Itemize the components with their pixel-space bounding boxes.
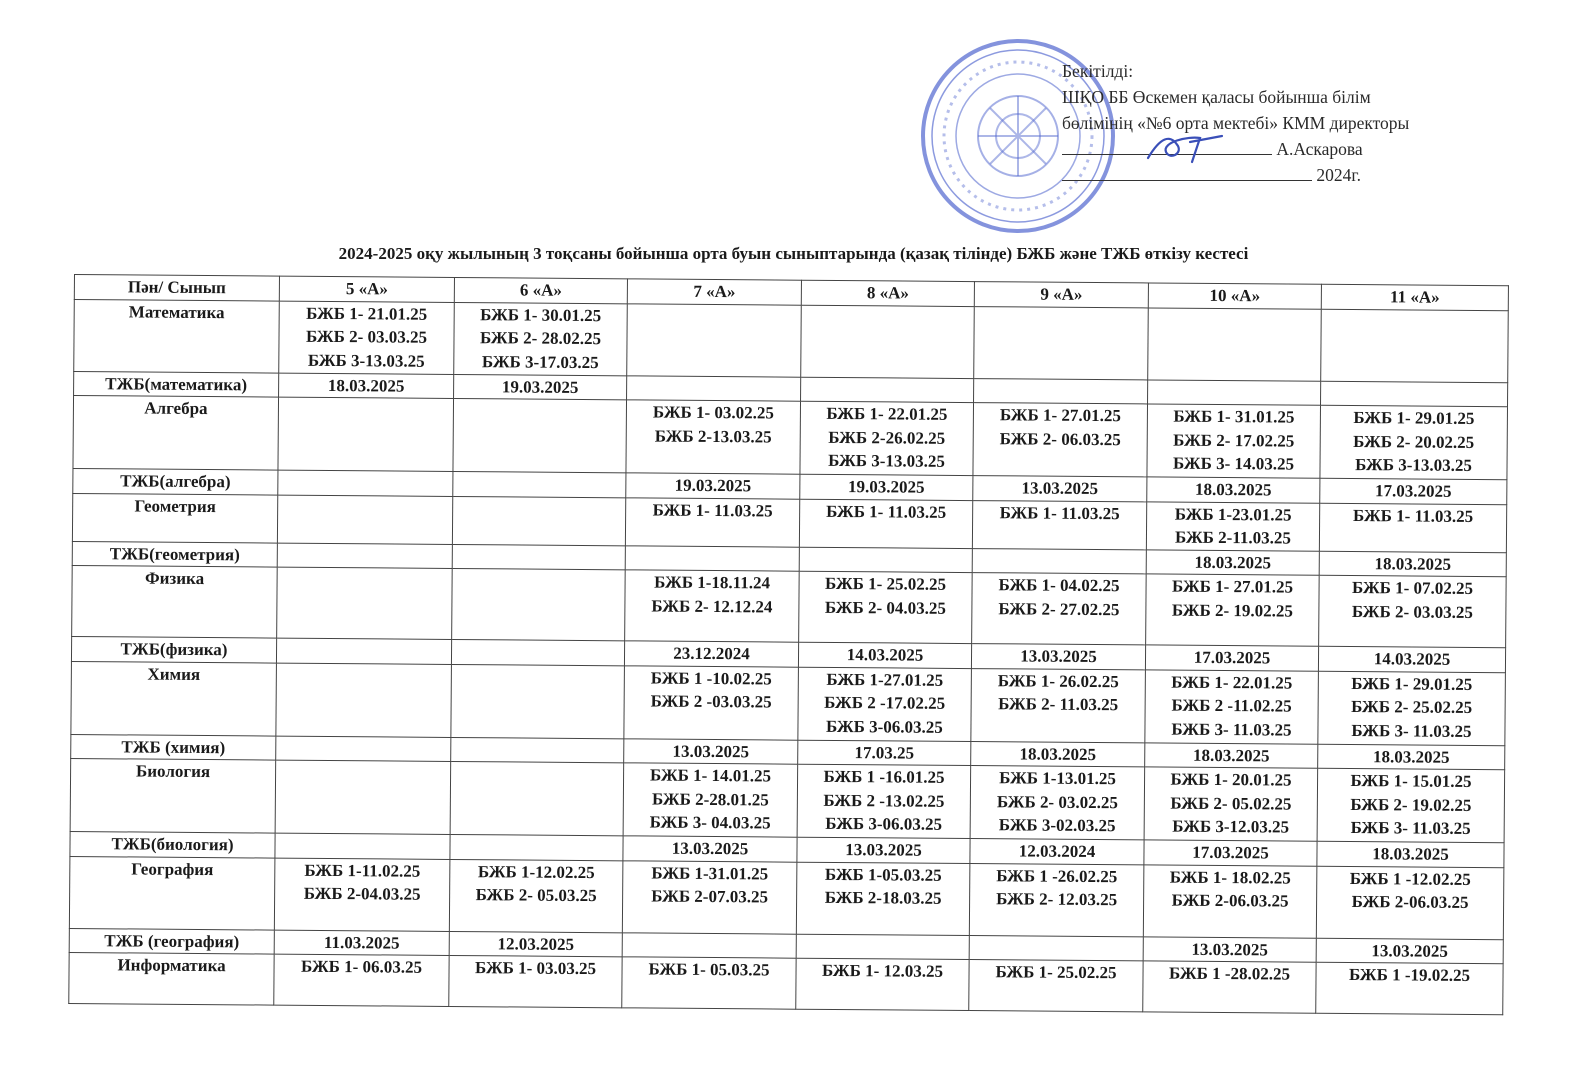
schedule-entry: БЖБ 2- 06.03.25	[999, 428, 1121, 449]
schedule-cell	[1145, 742, 1318, 768]
schedule-cell	[796, 958, 969, 1010]
schedule-cell	[627, 375, 801, 401]
schedule-entry: 18.03.2025	[327, 375, 405, 396]
schedule-cell	[451, 639, 624, 665]
schedule-entry: БЖБ 2- 27.02.25	[998, 598, 1120, 619]
schedule-entry: БЖБ 1- 11.03.25	[999, 502, 1120, 523]
schedule-cell	[449, 955, 622, 1007]
schedule-entry: БЖБ 2-06.03.25	[1171, 890, 1289, 911]
header-class-7a: 7 «А»	[627, 279, 801, 305]
schedule-cell	[276, 638, 451, 664]
schedule-cell	[1318, 671, 1506, 745]
schedule-entry: БЖБ 2- 20.02.25	[1353, 431, 1475, 452]
schedule-entry: БЖБ 3- 04.03.25	[649, 812, 771, 833]
schedule-cell	[1143, 936, 1316, 962]
subject-cell: ТЖБ (химия)	[71, 734, 276, 760]
schedule-cell	[1318, 646, 1505, 672]
schedule-cell	[796, 862, 970, 935]
schedule-cell	[451, 737, 624, 763]
schedule-entry: БЖБ 1 -16.01.25	[823, 766, 945, 787]
schedule-cell	[279, 301, 455, 374]
schedule-cell	[623, 836, 797, 862]
schedule-entry: БЖБ 1- 31.01.25	[1173, 406, 1295, 427]
schedule-entry: 18.03.2025	[1195, 479, 1272, 500]
schedule-cell	[972, 548, 1146, 574]
schedule-entry: БЖБ 2 -13.02.25	[823, 790, 945, 811]
schedule-cell	[274, 930, 449, 956]
schedule-cell	[797, 837, 970, 863]
subject-cell: Информатика	[69, 952, 274, 1005]
schedule-cell	[623, 763, 798, 837]
schedule-cell	[622, 957, 796, 1009]
schedule-cell	[1319, 503, 1506, 552]
schedule-cell	[1316, 866, 1504, 939]
schedule-entry: БЖБ 2- 17.02.25	[1173, 430, 1295, 451]
schedule-entry: БЖБ 1- 26.02.25	[997, 670, 1119, 691]
schedule-cell	[454, 302, 628, 375]
schedule-cell	[796, 934, 969, 960]
schedule-cell	[1146, 549, 1319, 575]
schedule-cell	[274, 858, 450, 931]
schedule-entry: БЖБ 1- 21.01.25	[306, 303, 428, 324]
schedule-cell	[1318, 744, 1505, 770]
schedule-cell	[1146, 574, 1320, 646]
schedule-entry: БЖБ 2- 04.03.25	[824, 597, 946, 618]
schedule-entry: БЖБ 3-06.03.25	[826, 716, 943, 737]
schedule-cell	[799, 571, 973, 643]
schedule-cell	[798, 667, 972, 741]
approval-block	[1062, 58, 1562, 188]
schedule-cell	[278, 470, 453, 496]
schedule-entry: БЖБ 1- 22.01.25	[826, 403, 948, 424]
schedule-entry: БЖБ 1- 15.01.25	[1350, 771, 1472, 791]
approval-position-line: бөлімінің «№6 орта мектебі» КММ директоры	[1062, 113, 1410, 133]
subject-cell: ТЖБ(алгебра)	[73, 468, 278, 494]
schedule-cell	[800, 474, 973, 500]
schedule-cell	[277, 567, 453, 639]
schedule-entry: БЖБ 1-11.02.25	[304, 860, 421, 881]
schedule-cell	[973, 476, 1147, 502]
schedule-entry: БЖБ 3-17.03.25	[481, 351, 599, 372]
schedule-entry: БЖБ 2 -17.02.25	[824, 692, 946, 713]
schedule-entry: 18.03.2025	[1192, 745, 1270, 765]
schedule-cell	[279, 373, 454, 399]
schedule-entry: БЖБ 1-12.02.25	[477, 861, 595, 882]
subject-cell: Биология	[70, 758, 276, 833]
schedule-cell	[622, 932, 796, 958]
schedule-entry: БЖБ 3- 11.03.25	[1171, 719, 1292, 740]
schedule-cell	[624, 665, 799, 739]
schedule-cell	[277, 543, 452, 569]
schedule-cell	[1144, 840, 1317, 866]
schedule-cell	[626, 473, 800, 499]
header-class-9a: 9 «А»	[974, 282, 1148, 308]
schedule-entry: БЖБ 2-11.03.25	[1174, 527, 1291, 548]
schedule-cell	[453, 471, 626, 497]
schedule-entry: БЖБ 1- 06.03.25	[300, 956, 423, 977]
schedule-cell	[1148, 307, 1322, 380]
schedule-entry: БЖБ 1- 30.01.25	[480, 304, 602, 325]
schedule-entry: БЖБ 3-13.03.25	[307, 350, 425, 371]
schedule-cell	[451, 664, 625, 738]
header-class-5a: 5 «А»	[279, 276, 454, 302]
subject-cell: ТЖБ(биология)	[70, 831, 275, 857]
schedule-entry: БЖБ 1 -12.02.25	[1349, 868, 1471, 889]
schedule-cell	[971, 644, 1145, 670]
schedule-cell	[1319, 551, 1506, 577]
schedule-entry: БЖБ 1- 03.02.25	[652, 402, 775, 423]
schedule-cell	[275, 833, 450, 859]
schedule-entry: БЖБ 1- 29.01.25	[1353, 408, 1475, 429]
subject-cell: Химия	[71, 661, 277, 736]
schedule-entry: БЖБ 1- 29.01.25	[1351, 673, 1473, 694]
schedule-entry: БЖБ 2 -03.03.25	[650, 691, 772, 712]
schedule-entry: БЖБ 1- 07.02.25	[1351, 578, 1474, 598]
schedule-entry: БЖБ 1-27.01.25	[826, 669, 944, 690]
schedule-cell	[1148, 379, 1321, 405]
schedule-entry: БЖБ 1-05.03.25	[824, 864, 942, 885]
schedule-entry: 17.03.2025	[1193, 647, 1271, 668]
schedule-entry: БЖБ 3- 14.03.25	[1172, 453, 1295, 474]
schedule-entry: БЖБ 1- 20.01.25	[1170, 769, 1292, 790]
schedule-entry: 17.03.25	[854, 742, 915, 763]
schedule-entry: БЖБ 2- 12.12.24	[651, 596, 773, 616]
schedule-cell	[624, 738, 798, 764]
schedule-entry: БЖБ 3-13.03.25	[1355, 455, 1473, 475]
schedule-entry: 11.03.2025	[323, 932, 400, 953]
schedule-entry: 19.03.2025	[501, 376, 579, 397]
schedule-cell	[970, 766, 1145, 840]
subject-cell: ТЖБ(геометрия)	[72, 541, 277, 567]
exam-schedule-table	[68, 274, 1509, 1015]
schedule-entry: БЖБ 1- 11.03.25	[1353, 505, 1474, 526]
schedule-entry: БЖБ 1- 27.01.25	[999, 405, 1122, 426]
schedule-entry: БЖБ 1- 25.02.25	[995, 962, 1117, 983]
schedule-entry: БЖБ 1- 11.03.25	[826, 501, 947, 522]
schedule-entry: БЖБ 2- 28.02.25	[479, 328, 602, 349]
schedule-cell	[276, 736, 451, 762]
schedule-cell	[452, 544, 625, 570]
schedule-entry: БЖБ 1 -28.02.25	[1168, 963, 1291, 984]
schedule-entry: БЖБ 2- 03.03.25	[1351, 601, 1473, 622]
schedule-cell	[1317, 841, 1504, 867]
schedule-entry: БЖБ 1- 11.03.25	[652, 500, 773, 520]
schedule-cell	[969, 960, 1143, 1012]
table-row	[69, 856, 1504, 939]
schedule-cell	[454, 374, 627, 400]
header-class-10a: 10 «А»	[1148, 283, 1321, 309]
schedule-cell	[274, 954, 449, 1006]
schedule-entry: БЖБ 2-18.03.25	[824, 887, 942, 908]
subject-cell: Математика	[74, 299, 280, 373]
schedule-cell	[800, 401, 974, 475]
schedule-cell	[278, 397, 454, 471]
schedule-entry: БЖБ 3-12.03.25	[1172, 816, 1290, 837]
schedule-entry: БЖБ 2- 11.03.25	[998, 694, 1119, 715]
document-title: 2024-2025 оқу жылының 3 тоқсаны бойынша орта буын сыныптарында (қазақ тілінде) БЖБ және ТЖБ өткізу кестесі	[338, 244, 1249, 263]
schedule-cell	[797, 764, 971, 838]
schedule-entry: БЖБ 3-06.03.25	[825, 813, 943, 834]
approval-org-line: ШҚО ББ Өскемен қаласы бойынша білім	[1062, 87, 1371, 107]
schedule-cell	[973, 403, 1148, 477]
schedule-entry: 12.03.2024	[1018, 841, 1096, 862]
subject-cell: ТЖБ(физика)	[71, 636, 276, 662]
approval-signature-line	[1062, 136, 1562, 162]
schedule-cell	[974, 306, 1149, 379]
table-row	[69, 952, 1503, 1014]
approval-date-line	[1062, 162, 1562, 188]
schedule-cell	[969, 935, 1143, 961]
schedule-cell	[626, 400, 801, 474]
schedule-entry: БЖБ 3- 11.03.25	[1351, 720, 1472, 741]
schedule-entry: БЖБ 2- 25.02.25	[1351, 697, 1473, 717]
schedule-entry: БЖБ 2-26.02.25	[828, 427, 946, 448]
schedule-cell	[970, 839, 1144, 865]
schedule-cell	[974, 378, 1148, 404]
schedule-cell	[1144, 767, 1318, 841]
schedule-entry: БЖБ 2-28.01.25	[651, 789, 769, 809]
schedule-entry: БЖБ 1- 04.02.25	[998, 575, 1120, 596]
schedule-cell	[1319, 575, 1507, 647]
schedule-entry: 13.03.2025	[1371, 940, 1449, 961]
schedule-entry: БЖБ 2 -11.02.25	[1171, 695, 1292, 716]
schedule-entry: 14.03.2025	[846, 645, 924, 665]
table-row	[71, 661, 1506, 745]
schedule-entry: БЖБ 1- 03.03.25	[474, 958, 597, 979]
schedule-cell	[452, 568, 626, 640]
schedule-entry: 13.03.2025	[1020, 646, 1097, 667]
schedule-cell	[799, 499, 972, 548]
schedule-entry: 14.03.2025	[1373, 649, 1451, 669]
schedule-entry: БЖБ 3-13.03.25	[828, 450, 946, 471]
schedule-cell	[453, 398, 627, 472]
table-row	[70, 758, 1505, 842]
schedule-cell	[450, 834, 623, 860]
schedule-entry: БЖБ 1 -19.02.25	[1348, 965, 1471, 985]
schedule-cell	[1316, 962, 1503, 1014]
schedule-cell	[277, 495, 452, 544]
schedule-entry: БЖБ 1- 12.03.25	[821, 960, 944, 981]
schedule-entry: БЖБ 1- 27.01.25	[1171, 576, 1294, 597]
schedule-cell	[971, 741, 1145, 767]
schedule-cell	[1147, 477, 1320, 503]
schedule-cell	[1145, 645, 1318, 671]
schedule-entry: БЖБ 1 -26.02.25	[996, 865, 1118, 886]
schedule-cell	[624, 641, 798, 667]
header-class-11a: 11 «А»	[1321, 284, 1508, 310]
schedule-cell	[449, 931, 622, 957]
schedule-entry: БЖБ 2- 12.03.25	[996, 889, 1118, 910]
schedule-entry: БЖБ 1- 25.02.25	[825, 573, 947, 594]
schedule-cell	[1145, 669, 1319, 743]
schedule-entry: БЖБ 2-13.03.25	[654, 426, 772, 446]
table-row	[73, 396, 1508, 480]
approval-label: Бекітілді:	[1062, 61, 1134, 81]
schedule-entry: БЖБ 2-04.03.25	[303, 883, 421, 904]
schedule-cell	[799, 547, 972, 573]
schedule-entry: БЖБ 1 -10.02.25	[650, 668, 772, 688]
schedule-entry: БЖБ 2- 03.02.25	[996, 791, 1118, 812]
schedule-cell	[798, 642, 971, 668]
schedule-entry: 13.03.2025	[1021, 478, 1099, 499]
schedule-cell	[972, 500, 1146, 549]
schedule-entry: 17.03.2025	[1375, 481, 1452, 501]
schedule-entry: 18.03.2025	[1372, 844, 1449, 864]
schedule-cell	[627, 303, 802, 376]
schedule-entry: БЖБ 2- 05.02.25	[1170, 793, 1292, 814]
schedule-entry: БЖБ 1- 14.01.25	[649, 765, 772, 786]
schedule-entry: БЖБ 1- 18.02.25	[1169, 867, 1291, 888]
schedule-entry: БЖБ 1- 22.01.25	[1171, 672, 1293, 693]
schedule-cell	[801, 305, 975, 378]
schedule-cell	[1321, 381, 1508, 407]
schedule-cell	[969, 863, 1144, 936]
schedule-cell	[625, 570, 800, 642]
schedule-entry: БЖБ 3- 11.03.25	[1350, 818, 1471, 838]
schedule-entry: 19.03.2025	[674, 475, 752, 496]
schedule-cell	[972, 573, 1147, 645]
schedule-entry: 18.03.2025	[1194, 552, 1272, 572]
schedule-cell	[1317, 768, 1505, 842]
subject-cell: Физика	[72, 565, 278, 638]
schedule-cell	[1143, 864, 1317, 937]
header-subject-class: Пән/ Сынып	[74, 275, 279, 301]
schedule-entry: БЖБ 1-13.01.25	[999, 768, 1117, 789]
schedule-entry: БЖБ 2- 03.03.25	[305, 326, 428, 347]
schedule-entry: 19.03.2025	[848, 477, 925, 497]
subject-cell: ТЖБ(математика)	[74, 371, 279, 397]
schedule-entry: 12.03.2025	[497, 933, 575, 954]
schedule-cell	[450, 761, 624, 835]
director-name: А.Аскарова	[1276, 139, 1363, 159]
schedule-cell	[1320, 405, 1508, 479]
schedule-cell	[276, 663, 452, 737]
subject-cell: ТЖБ (география)	[69, 928, 274, 954]
schedule-cell	[1147, 404, 1321, 478]
schedule-entry: 13.03.2025	[1191, 939, 1269, 959]
subject-cell: Геометрия	[72, 493, 277, 543]
approval-year: 2024г.	[1316, 165, 1361, 185]
schedule-cell	[801, 377, 974, 403]
subject-cell: География	[69, 856, 275, 930]
schedule-entry: БЖБ 1-18.11.24	[654, 572, 771, 593]
header-class-6a: 6 «А»	[454, 277, 627, 303]
schedule-cell	[1320, 478, 1507, 504]
schedule-entry: БЖБ 2- 05.03.25	[475, 885, 597, 906]
schedule-entry: 13.03.2025	[845, 840, 922, 860]
schedule-entry: БЖБ 1-31.01.25	[651, 863, 769, 883]
header-class-8a: 8 «А»	[801, 280, 974, 306]
schedule-cell	[1143, 961, 1316, 1013]
schedule-entry: БЖБ 2-06.03.25	[1351, 892, 1469, 912]
schedule-entry: 13.03.2025	[672, 741, 750, 761]
schedule-cell	[1146, 501, 1319, 550]
schedule-cell	[625, 497, 799, 546]
schedule-cell	[452, 496, 625, 545]
schedule-entry: БЖБ 1-23.01.25	[1174, 504, 1292, 525]
schedule-cell	[971, 668, 1146, 742]
schedule-entry: 17.03.2025	[1192, 842, 1269, 863]
schedule-cell	[798, 740, 971, 766]
schedule-entry: БЖБ 2- 19.02.25	[1350, 794, 1472, 815]
schedule-entry: БЖБ 2- 19.02.25	[1171, 600, 1293, 621]
schedule-entry: БЖБ 1- 05.03.25	[648, 959, 770, 980]
schedule-entry: 13.03.2025	[671, 838, 749, 859]
schedule-entry: БЖБ 3-02.03.25	[998, 815, 1116, 836]
schedule-cell	[1316, 938, 1503, 964]
schedule-entry: 18.03.2025	[1019, 743, 1097, 764]
schedule-entry: 23.12.2024	[673, 643, 750, 664]
schedule-cell	[1321, 309, 1509, 382]
schedule-cell	[622, 860, 797, 933]
schedule-cell	[625, 545, 799, 571]
schedule-entry: 18.03.2025	[1372, 746, 1450, 767]
schedule-entry: БЖБ 2-07.03.25	[651, 886, 769, 907]
director-signature	[1140, 128, 1230, 168]
table-row	[74, 299, 1509, 382]
schedule-entry: 18.03.2025	[1374, 553, 1452, 574]
table-row	[72, 565, 1507, 647]
schedule-cell	[275, 760, 451, 834]
schedule-cell	[449, 859, 623, 932]
subject-cell: Алгебра	[73, 396, 279, 471]
